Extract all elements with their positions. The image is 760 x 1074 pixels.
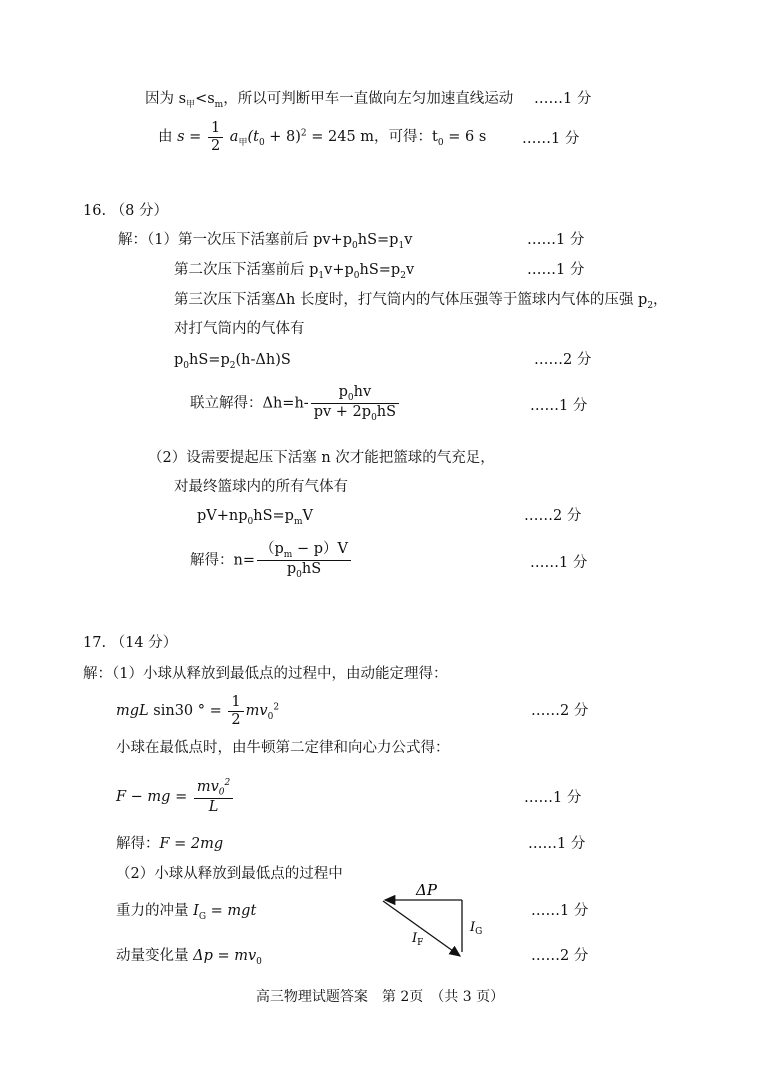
q16-line2: 第二次压下活塞前后 $p_1v+p_0hS=p_2v$ xyxy=(174,262,415,281)
points-label: ……2 分 xyxy=(531,703,589,719)
fraction: $\frac{1}{2}$ xyxy=(208,120,223,154)
points-label: ……1 分 xyxy=(534,91,592,107)
delta-p-label: ΔP xyxy=(416,881,437,899)
q16-line9: $pV+np_0hS=p_mV$ xyxy=(197,508,314,527)
points-label: ……1 分 xyxy=(530,555,588,571)
fraction: $\frac{(p_m - p)V}{p_0hS}$ xyxy=(257,541,351,580)
q16-line5: $p_0hS=p_2(h-\Delta h)S$ xyxy=(174,352,291,371)
if-label: $I_F$ xyxy=(412,931,424,948)
points-label: ……1 分 xyxy=(527,232,585,248)
fraction: $\frac{1}{2}$ xyxy=(228,694,243,728)
points-label: ……1 分 xyxy=(530,398,588,414)
points-label: ……1 分 xyxy=(528,836,586,852)
points-label: ……2 分 xyxy=(524,508,582,524)
q16-line8: 对最终篮球内的所有气体有 xyxy=(174,479,348,495)
q16-line6: 联立解得：Δh=h- $\frac{p_0hv}{pv + 2p_0hS}$ xyxy=(190,384,401,423)
points-label: ……1 分 xyxy=(531,903,589,919)
q16-line4: 对打气筒内的气体有 xyxy=(174,321,305,337)
q16-line3: 第三次压下活塞Δh 长度时，打气筒内的气体压强等于篮球内气体的压强 $p_2$， xyxy=(174,292,668,311)
fraction: $\frac{p_0hv}{pv + 2p_0hS}$ xyxy=(311,384,399,423)
points-label: ……1 分 xyxy=(522,131,580,147)
line-equation-s: 由 s = $\frac{1}{2}$ $a_甲(t_0 + 8)^2 = 245$ m，可得：$t_0 = 6$ s xyxy=(158,120,487,154)
line-judgement: 因为 $s_甲<s_m$，所以可判断甲车一直做向左匀加速直线运动 xyxy=(145,91,514,110)
q17-line8: 动量变化量 $\Delta p = mv_0$ xyxy=(116,948,262,967)
q17-line4: F − mg = $\frac{mv_0^2}{L}$ xyxy=(116,778,235,816)
q17-line3: 小球在最低点时，由牛顿第二定律和向心力公式得： xyxy=(116,740,450,756)
ig-label: $I_G$ xyxy=(470,920,483,937)
q16-line10: 解得：n= $\frac{(p_m - p)V}{p_0hS}$ xyxy=(190,541,353,580)
q16-heading: 16. （8 分） xyxy=(83,203,169,219)
q17-heading: 17. （14 分） xyxy=(83,635,178,651)
q17-line5: 解得：F = 2mg xyxy=(116,836,224,852)
page-footer: 高三物理试题答案 第 2页 （共 3 页） xyxy=(255,989,505,1005)
points-label: ……1 分 xyxy=(527,262,585,278)
q17-line6: （2）小球从释放到最低点的过程中 xyxy=(116,866,343,882)
points-label: ……2 分 xyxy=(534,352,592,368)
q17-line1: 解：（1）小球从释放到最低点的过程中，由动能定理得： xyxy=(83,666,448,682)
q17-line7: 重力的冲量 $I_G$ = mgt xyxy=(116,903,257,922)
q16-line1: 解：（1）第一次压下活塞前后 $pv+p_0hS=p_1v$ xyxy=(118,232,413,251)
q17-line2: mgL sin30 ° = $\frac{1}{2}$ $mv_0^2$ xyxy=(116,694,280,728)
q16-line7: （2）设需要提起压下活塞 n 次才能把篮球的气充足， xyxy=(148,450,495,466)
fraction: $\frac{mv_0^2}{L}$ xyxy=(194,778,233,816)
momentum-vector-diagram xyxy=(380,880,490,964)
points-label: ……2 分 xyxy=(531,948,589,964)
points-label: ……1 分 xyxy=(524,790,582,806)
